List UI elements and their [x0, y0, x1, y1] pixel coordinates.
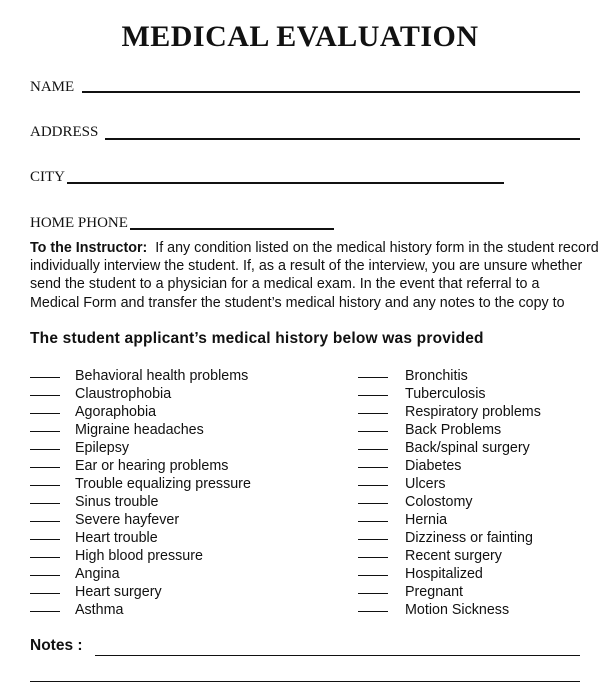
- instructions-line: individually interview the student. If, as a result of the interview, you are unsure whether: [30, 258, 583, 275]
- instructions-paragraph: [30, 239, 599, 312]
- condition-label: Trouble equalizing pressure: [75, 476, 251, 492]
- checkbox-blank[interactable]: [30, 431, 60, 432]
- checkbox-blank[interactable]: [30, 377, 60, 378]
- checkbox-blank[interactable]: [30, 503, 60, 504]
- condition-label: Sinus trouble: [75, 494, 159, 510]
- checkbox-blank[interactable]: [30, 485, 60, 486]
- checkbox-blank[interactable]: [30, 575, 60, 576]
- medical-history-heading: The student applicant’s medical history below was provided: [30, 330, 484, 347]
- checkbox-blank[interactable]: [30, 593, 60, 594]
- home-phone-field[interactable]: [130, 228, 334, 230]
- condition-label: Pregnant: [405, 584, 464, 600]
- name-label: NAME: [30, 79, 75, 95]
- condition-label: Dizziness or fainting: [405, 530, 533, 546]
- checkbox-blank[interactable]: [358, 485, 388, 486]
- condition-label: Ear or hearing problems: [75, 458, 229, 474]
- condition-label: Behavioral health problems: [75, 368, 249, 384]
- condition-label: Back/spinal surgery: [405, 440, 530, 456]
- notes-field-line[interactable]: [30, 681, 580, 682]
- condition-label: Colostomy: [405, 494, 473, 510]
- address-field[interactable]: [105, 138, 580, 140]
- checkbox-blank[interactable]: [358, 575, 388, 576]
- checkbox-blank[interactable]: [358, 503, 388, 504]
- instructions-line: send the student to a physician for a medical exam. In the event that referral to a: [30, 276, 540, 293]
- condition-label: Hernia: [405, 512, 448, 528]
- notes-label: Notes :: [30, 637, 83, 654]
- city-label: CITY: [30, 169, 65, 185]
- address-label: ADDRESS: [30, 124, 99, 140]
- checkbox-blank[interactable]: [30, 449, 60, 450]
- condition-label: Heart surgery: [75, 584, 162, 600]
- checkbox-blank[interactable]: [358, 557, 388, 558]
- condition-label: Motion Sickness: [405, 602, 510, 618]
- checkbox-blank[interactable]: [358, 539, 388, 540]
- checkbox-blank[interactable]: [30, 413, 60, 414]
- checkbox-blank[interactable]: [30, 557, 60, 558]
- name-field[interactable]: [82, 91, 580, 93]
- condition-label: Hospitalized: [405, 566, 483, 582]
- instructions-line: [30, 239, 599, 257]
- checkbox-blank[interactable]: [358, 431, 388, 432]
- checkbox-blank[interactable]: [30, 539, 60, 540]
- checkbox-blank[interactable]: [30, 395, 60, 396]
- condition-label: Tuberculosis: [405, 386, 486, 402]
- checkbox-blank[interactable]: [358, 611, 388, 612]
- condition-label: Heart trouble: [75, 530, 158, 546]
- instructions-text: If any condition listed on the medical history form in the student record: [155, 240, 599, 256]
- form-title: MEDICAL EVALUATION: [121, 20, 479, 53]
- condition-label: High blood pressure: [75, 548, 203, 564]
- condition-label: Claustrophobia: [75, 386, 172, 402]
- city-field[interactable]: [67, 182, 504, 184]
- condition-label: Back Problems: [405, 422, 502, 438]
- checkbox-blank[interactable]: [30, 611, 60, 612]
- checkbox-blank[interactable]: [358, 593, 388, 594]
- checkbox-blank[interactable]: [358, 449, 388, 450]
- checkbox-blank[interactable]: [358, 521, 388, 522]
- condition-label: Epilepsy: [75, 440, 130, 456]
- checkbox-blank[interactable]: [358, 413, 388, 414]
- condition-label: Angina: [75, 566, 120, 582]
- condition-label: Agoraphobia: [75, 404, 157, 420]
- checkbox-blank[interactable]: [358, 377, 388, 378]
- checkbox-blank[interactable]: [30, 467, 60, 468]
- notes-field-line[interactable]: [95, 655, 580, 656]
- condition-label: Recent surgery: [405, 548, 502, 564]
- condition-label: Migraine headaches: [75, 422, 204, 438]
- instructions-line: Medical Form and transfer the student’s medical history and any notes to the copy to: [30, 294, 565, 311]
- condition-label: Bronchitis: [405, 368, 468, 384]
- instructions-lead: To the Instructor:: [30, 240, 148, 256]
- condition-label: Diabetes: [405, 458, 462, 474]
- condition-label: Asthma: [75, 602, 124, 618]
- home-phone-label: HOME PHONE: [30, 215, 128, 231]
- condition-label: Respiratory problems: [405, 404, 541, 420]
- condition-label: Ulcers: [405, 476, 446, 492]
- condition-label: Severe hayfever: [75, 512, 180, 528]
- checkbox-blank[interactable]: [358, 467, 388, 468]
- checkbox-blank[interactable]: [30, 521, 60, 522]
- checkbox-blank[interactable]: [358, 395, 388, 396]
